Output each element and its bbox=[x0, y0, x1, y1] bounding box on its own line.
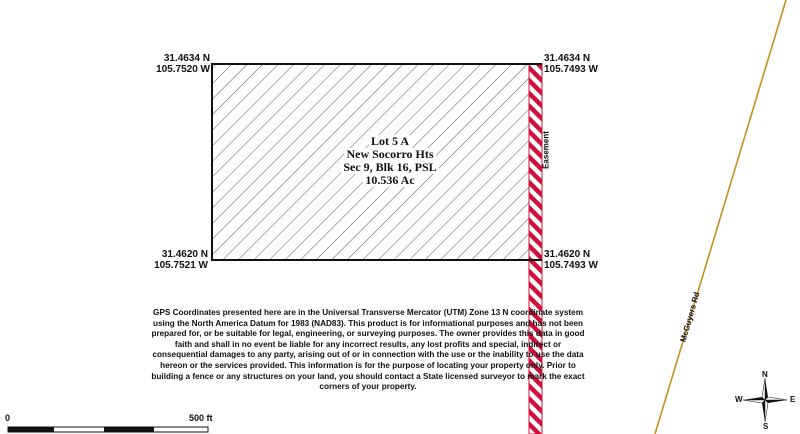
corner-se-coords bbox=[544, 249, 598, 271]
corner-sw-lat: 31.4620 N bbox=[161, 249, 208, 260]
corner-nw-lon: 105.7520 W bbox=[156, 64, 210, 75]
corner-ne-lat: 31.4634 N bbox=[544, 53, 591, 64]
road-line bbox=[655, 0, 786, 434]
parcel-label-line: Sec 9, Blk 16, PSL bbox=[343, 160, 437, 174]
compass-north-label: N bbox=[762, 370, 768, 379]
corner-nw-lat: 31.4634 N bbox=[163, 53, 210, 64]
compass-east-label: E bbox=[790, 395, 796, 404]
corner-nw-coords bbox=[150, 53, 210, 75]
parcel-label bbox=[300, 135, 480, 187]
corner-sw-lon: 105.7521 W bbox=[154, 260, 208, 271]
parcel-label-line: Lot 5 A bbox=[370, 134, 409, 148]
corner-sw-coords bbox=[148, 249, 208, 271]
easement-label: Easement bbox=[541, 131, 551, 169]
disclaimer-text: GPS Coordinates presented here are in the Universal Transverse Mercator (UTM) Zone 13 N coordinate system using the North America Datum for 1983 (NAD83). This product is for informational purposes and has not been prepared for, or be suitable for legal, engineering, or surveying purposes. The owner provides this data in good faith and shall in no event be liable for any incorrect results, any lost profits and special, indirect or consequential damages to any party, arising out of or in connection with the use or the inability to use the data hereon or the services provided. This information is for the purpose of locating your property only. Prior to building a fence or any structures on your land, you should contact a State licensed surveyor to mark the exact corners of your property. bbox=[151, 308, 585, 392]
parcel-label-line: New Socorro Hts bbox=[346, 147, 434, 161]
corner-ne-lon: 105.7493 W bbox=[544, 64, 598, 75]
corner-se-lon: 105.7493 W bbox=[544, 260, 598, 271]
compass-west-label: W bbox=[735, 395, 743, 404]
scale-start-label: 0 bbox=[5, 413, 11, 423]
parcel-label-line: 10.536 Ac bbox=[365, 173, 415, 187]
road-label: McGuyers Rd bbox=[678, 290, 702, 344]
compass-south-label: S bbox=[763, 422, 769, 431]
compass-rose bbox=[743, 378, 787, 422]
corner-se-lat: 31.4620 N bbox=[544, 249, 591, 260]
corner-ne-coords bbox=[544, 53, 598, 75]
scale-end-label: 500 ft bbox=[189, 413, 213, 423]
scale-bar bbox=[8, 427, 208, 432]
